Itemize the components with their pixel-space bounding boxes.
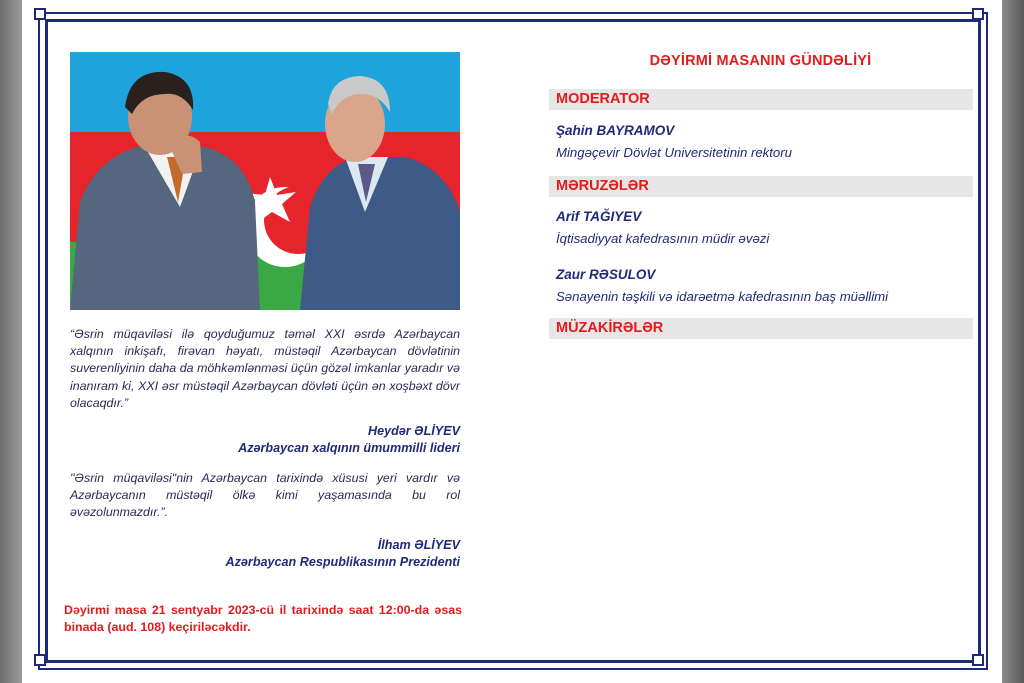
quote1-signature xyxy=(70,423,460,457)
agenda-person xyxy=(556,266,976,307)
heydar-aliyev-quote: “Əsrin müqaviləsi ilə qoyduğumuz təməl XXI əsrdə Azərbaycan xalqının inkişafı, firəvan həyatı, müstəqil Azərbaycan dövlətinin suverenliyinin daha da möhkəmlənməsi üçün gözəl imkanlar yaradır və inanıram ki, XXI əsr müstəqil Azərbaycan dövləti üçün ən xoşbəxt dövr olacaqdır.” xyxy=(70,327,460,410)
section-heading-reports: MƏRUZƏLƏR xyxy=(549,176,973,197)
person-name: Zaur RƏSULOV xyxy=(556,267,656,282)
section-heading-discussions: MÜZAKİRƏLƏR xyxy=(549,318,973,339)
leaders-photo xyxy=(70,52,460,310)
frame-corner-ornament xyxy=(972,654,984,666)
frame-corner-ornament xyxy=(34,654,46,666)
agenda-title: DƏYİRMİ MASANIN GÜNDƏLİYİ xyxy=(649,53,872,69)
frame-corner-ornament xyxy=(34,8,46,20)
person-name: Arif TAĞIYEV xyxy=(556,209,642,224)
ilham-aliyev-quote: "Əsrin müqaviləsi"nin Azərbaycan tarixində xüsusi yeri vardır və Azərbaycanın müstəqil ölkə kimi yaşamasında bu rol əvəzolunmazdır.”. xyxy=(70,471,460,520)
right-figure-suit xyxy=(300,157,460,310)
agenda-person xyxy=(556,208,976,249)
quote2-signature xyxy=(70,537,460,571)
section-heading-moderator: MODERATOR xyxy=(549,89,973,110)
person-role: İqtisadiyyat kafedrasının müdir əvəzi xyxy=(556,231,770,246)
quote2-author: İlham ƏLİYEV xyxy=(377,538,460,552)
quote1-author: Heydər ƏLİYEV xyxy=(367,424,460,438)
background-right-edge xyxy=(1002,0,1024,683)
person-name: Şahin BAYRAMOV xyxy=(556,123,675,138)
agenda-person xyxy=(556,122,976,163)
person-role: Sənayenin təşkili və idarəetmə kafedrasının baş müəllimi xyxy=(556,289,889,304)
person-role: Mingəçevir Dövlət Universitetinin rektoru xyxy=(556,145,792,160)
quote2-author-title: Azərbaycan Respublikasının Prezidenti xyxy=(225,555,460,569)
flag-photo-illustration xyxy=(70,52,460,310)
background-left-edge xyxy=(0,0,22,683)
quote1-author-title: Azərbaycan xalqının ümummilli lideri xyxy=(238,441,460,455)
event-notice: Dəyirmi masa 21 sentyabr 2023-cü il tarixində saat 12:00-da əsas binada (aud. 108) keçiriləcəkdir. xyxy=(64,603,462,634)
frame-corner-ornament xyxy=(972,8,984,20)
